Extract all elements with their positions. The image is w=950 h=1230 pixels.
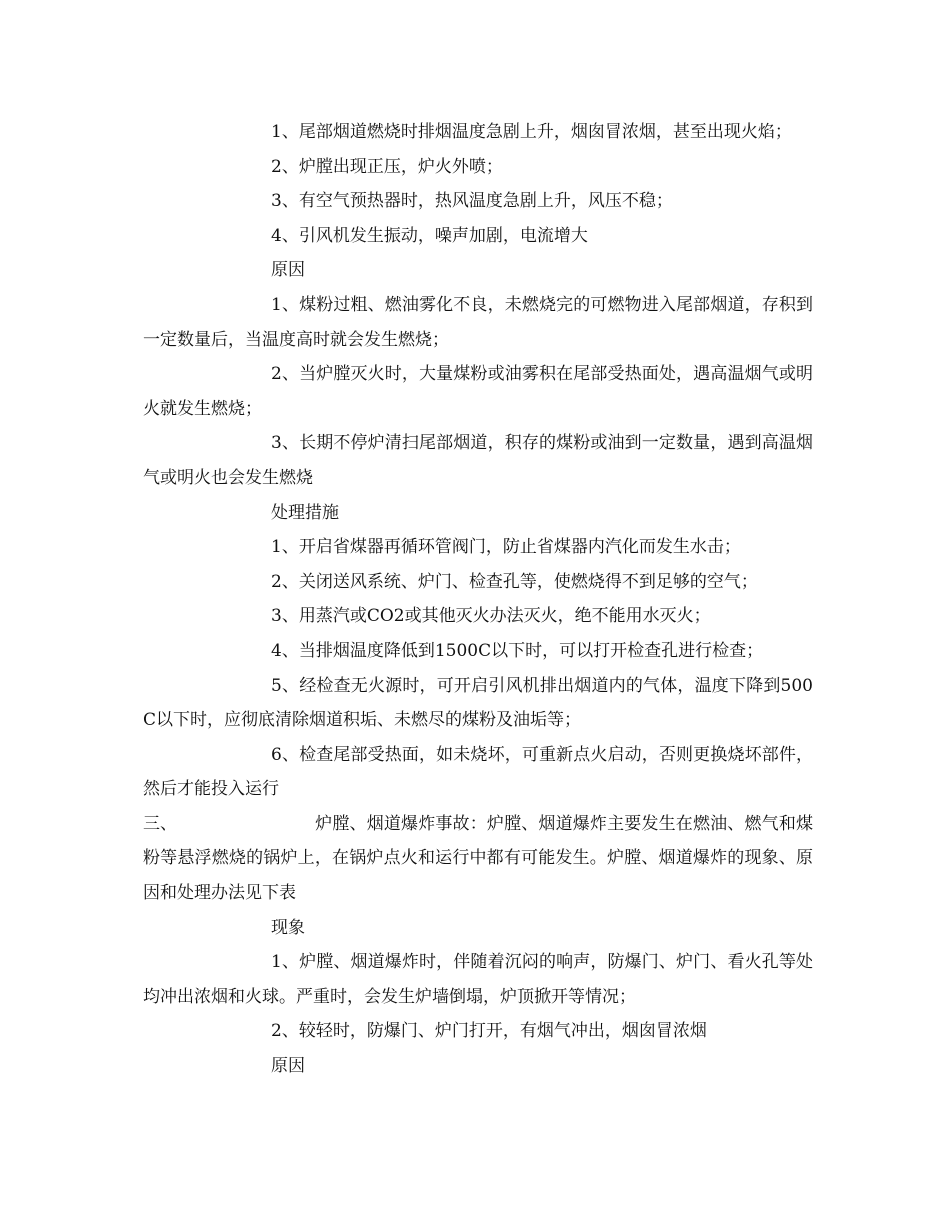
paragraph: 1、尾部烟道燃烧时排烟温度急剧上升，烟囱冒浓烟，甚至出现火焰；	[271, 122, 792, 142]
paragraph: 1、炉膛、烟道爆炸时，伴随着沉闷的响声，防爆门、炉门、看火孔等处均冲出浓烟和火球。严重时，会发生炉墙倒塌，炉顶掀开等情况；	[143, 952, 813, 1007]
paragraph: 1、开启省煤器再循环管阀门，防止省煤器内汽化而发生水击；	[271, 537, 741, 558]
heading-phenomenon: 现象	[271, 917, 305, 938]
heading-cause: 原因	[271, 1056, 305, 1077]
heading-measures: 处理措施	[271, 502, 339, 523]
paragraph: 1、煤粉过粗、燃油雾化不良，未燃烧完的可燃物进入尾部烟道，存积到一定数量后，当温度高时就会发生燃烧；	[143, 294, 813, 350]
paragraph: 2、炉膛出现正压，炉火外喷；	[271, 156, 503, 177]
section-three-paragraph	[143, 807, 813, 911]
paragraph: 2、关闭送风系统、炉门、检查孔等，使燃烧得不到足够的空气；	[271, 571, 758, 592]
paragraph: 4、引风机发生振动，噪声加剧，电流增大	[271, 225, 588, 246]
paragraph: 6、检查尾部受热面，如未烧坏，可重新点火启动，否则更换烧坏部件，然后才能投入运行	[143, 744, 813, 800]
paragraph: 3、有空气预热器时，热风温度急剧上升，风压不稳；	[271, 191, 673, 212]
paragraph: 2、较轻时，防爆门、炉门打开，有烟气冲出，烟囱冒浓烟	[271, 1021, 707, 1042]
paragraph: 2、当炉膛灭火时，大量煤粉或油雾积在尾部受热面处，遇高温烟气或明火就发生燃烧；	[143, 364, 813, 419]
paragraph: 5、经检查无火源时，可开启引风机排出烟道内的气体，温度下降到500C以下时，应彻底清除烟道积垢、未燃尽的煤粉及油垢等；	[143, 675, 813, 731]
section-text: 炉膛、烟道爆炸事故：炉膛、烟道爆炸主要发生在燃油、燃气和煤粉等悬浮燃烧的锅炉上，在锅炉点火和运行中都有可能发生。炉膛、烟道爆炸的现象、原因和处理办法见下表	[143, 813, 813, 904]
paragraph: 3、长期不停炉清扫尾部烟道，积存的煤粉或油到一定数量，遇到高温烟气或明火也会发生燃烧	[143, 433, 813, 488]
heading-cause: 原因	[271, 260, 305, 281]
paragraph: 3、用蒸汽或CO2或其他灭火办法灭火，绝不能用水灭火；	[271, 606, 711, 627]
section-number: 三、	[143, 813, 177, 834]
paragraph: 4、当排烟温度降低到1500C以下时，可以打开检查孔进行检查；	[271, 640, 764, 661]
document-body	[143, 115, 813, 1084]
